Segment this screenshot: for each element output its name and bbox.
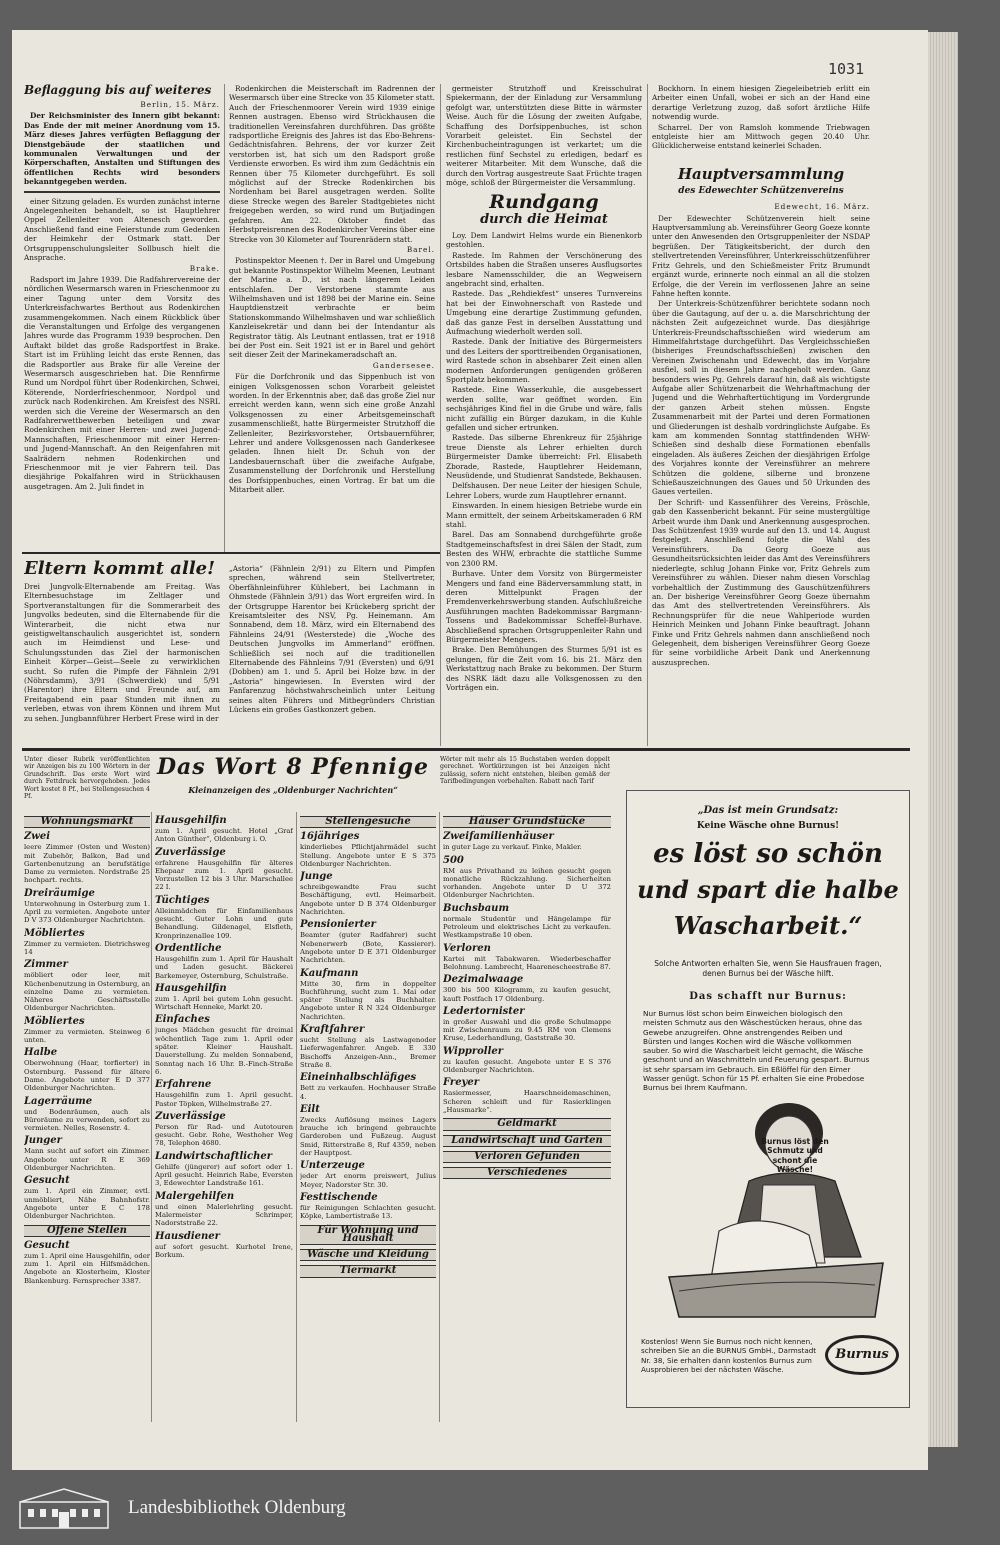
classified-ad <box>24 928 150 957</box>
classified-keyword: Tüchtiges <box>155 894 210 906</box>
classified-text: 300 bis 500 Kilogramm, zu kaufen gesucht, kauft Postfach 17 Oldenburg. <box>443 986 611 1003</box>
column-2 <box>229 84 435 552</box>
classified-ad <box>155 1111 293 1148</box>
column-divider <box>296 812 297 1422</box>
classified-keyword: Erfahrene <box>155 1079 212 1091</box>
classified-keyword: Landwirtschaftlicher <box>155 1150 273 1162</box>
classified-text: zum 1. April eine Hausgehilfin, oder zum 1. April ein Hilfsmädchen. Angebote an Klosterheim, Kloster Blankenburg. Fernsprecher 3387. <box>24 1251 150 1285</box>
column-3 <box>446 84 642 746</box>
classified-text: Mitte 30, firm in doppelter Buchführung, sucht zum 1. Mai oder später Stellung als Buchhalter. Angebote unter R N 324 Oldenburger Nachrichten. <box>300 979 436 1021</box>
classified-text: Beamter (guter Radfahrer) sucht Nebenerwerb (Bote, Kassierer). Angebote unter D E 371 Oldenburger Nachrichten. <box>300 931 436 965</box>
news-item: Rastede. Eine Wasserkuhle, die ausgebessert werden sollte, war geöffnet worden. Ein sechsjähriges Kind fiel in die Grube und wäre, falls nicht zufällig ein Bürger dazukam, in die Kuhle gefallen und sicher ertrunken. <box>446 385 642 432</box>
classified-ad <box>443 831 611 851</box>
classified-keyword: Zwei <box>24 831 51 843</box>
classified-ad <box>155 1079 293 1108</box>
section-landwirtschaft: Landwirtschaft und Garten <box>443 1135 611 1147</box>
classified-keyword: Unterzeuge <box>300 1160 365 1172</box>
section-rule <box>24 191 220 193</box>
classified-ad <box>155 847 293 892</box>
article-paragraph: einer Sitzung geladen. Es wurden zunächst interne Angelegenheiten behandelt, so ist Hauptlehrer Oppel Zellenleiter von Altenesch geworden. Anschließend fand eine Feierstunde zum Gedenken der Heimkehr der Ostmark statt. Der Ortsgruppenschulungsleiter Sollbusch hielt die Ansprache. <box>24 196 220 263</box>
classified-ad <box>300 1160 436 1189</box>
news-item: Brake. Den Bemühungen des Sturmes 5/91 ist es gelungen, für die Zeit vom 16. bis 21. März den Werkstattzug nach Brake zu bekommen. Der Sturm des NSRK lädt dazu alle Volksgenossen zu den Vorträgen ein. <box>446 645 642 692</box>
classified-text: RM aus Privathand zu leihen gesucht gegen monatliche Rückzahlung. Sicherheiten vorhanden. Angebote unter D U 372 Oldenburger Nachrichten. <box>443 866 611 900</box>
classified-keyword: Buchsbaum <box>443 902 510 914</box>
news-item: Loy. Dem Landwirt Helms wurde ein Bienenkorb gestohlen. <box>446 230 642 250</box>
classified-ad <box>155 1014 293 1076</box>
ad-quote-2: Keine Wäsche ohne Burnus! <box>696 821 840 831</box>
classified-text: jeder Art enorm preiswert, Julius Meyer, Nadorster Str. 30. <box>300 1172 436 1189</box>
classified-text: Hausgehilfin zum 1. April gesucht. Pastor Töpken, Wilhelmstraße 27. <box>155 1091 293 1108</box>
classified-ad <box>443 943 611 972</box>
headline-rundgang: Rundgang <box>489 191 599 214</box>
dateline-edewecht: Edewecht, 16. März. <box>774 202 870 212</box>
section-rule <box>22 748 910 751</box>
classified-ad <box>300 831 436 868</box>
classified-text: in guter Lage zu verkauf. Finke, Makler. <box>443 843 582 852</box>
classified-keyword: 16jähriges <box>300 831 360 843</box>
classified-text: Kartei mit Tabakwaren. Wiederbeschaffer Belohnung. Lambrecht, Haarenescheestraße 87. <box>443 954 611 971</box>
news-item: Burhave. Unter dem Vorsitz von Bürgermeister Mengers und fand eine Bäderversammlung statt, in deren Mittelpunkt Fragen der Fremdenverkehrswerbung standen. Aufschlußreiche Ausführungen machten Badekommissar Bargmann-Tossens und Badekommissar Scheffel-Burhave. Abschließend sprachen Ortsgruppenleiter Rahn und Bürgermeister Mengers. <box>446 569 642 644</box>
headline-hauptversammlung: Hauptversammlung <box>677 164 845 183</box>
classified-text: junges Mädchen gesucht für dreimal wöchentlich Tage zum 1. April oder später. Kleiner Haushalt. Dauerstellung. Zu melden Sonnabend, Sonntag nach 16 Uhr. B.-Finch-Straße 6. <box>155 1026 293 1076</box>
column-divider <box>439 812 440 1422</box>
classified-ad <box>24 1240 150 1285</box>
classifieds-subtitle: Kleinanzeigen des „Oldenburger Nachrichten“ <box>188 785 398 795</box>
classified-text: auf sofort gesucht. Kurhotel Irene, Borkum. <box>155 1242 293 1259</box>
classified-list <box>24 831 150 1220</box>
library-logo-icon <box>14 1486 114 1530</box>
ad-text: Solche Antworten erhalten Sie, wenn Sie Hausfrauen fragen, denen Burnus bei der Wäsche hilft. <box>654 959 882 978</box>
section-wohnungsmarkt: Wohnungsmarkt <box>24 816 150 828</box>
lead-paragraph: Der Reichsminister des Innern gibt bekannt: Das Ende der mit meiner Anordnung vom 15. März dieses Jahres verfügten Beflaggung der Dienstgebäude der staatlichen und kommunalen Verwaltungen und der Körperschaften, Anstalten und Stiftungen des öffentlichen Rechts wird besonders bekanntgegeben werden. <box>24 111 220 187</box>
subheadline-heimat: durch die Heimat <box>480 212 608 228</box>
classified-ad <box>24 888 150 925</box>
classified-text: zum 1. April ein Zimmer, evtl. unmöbliert, Nähe Bahnhofstr. Angebote unter E C 178 Oldenburger Nachrichten. <box>24 1187 150 1221</box>
column-1 <box>24 84 220 640</box>
washerwoman-illustration <box>639 1081 899 1321</box>
ad-speech-bubble: Burnus löst den Schmutz und schont die Wäsche! <box>761 1137 829 1175</box>
burnus-logo <box>825 1335 899 1375</box>
classified-keyword: Pensionierter <box>300 919 376 931</box>
classified-text: zum 1. April gesucht. Hotel „Graf Anton Günther“, Oldenburg i. O. <box>155 827 293 844</box>
classified-ad <box>155 815 293 844</box>
classified-ad <box>300 968 436 1021</box>
classified-text: normale Studentür und Hängelampe für Petroleum und elektrisches Licht zu verkaufen. Westkampstraße 10 oben. <box>443 914 611 940</box>
page-number: 1031 <box>828 60 865 78</box>
news-item: Rastede. Dank der Initiative des Bürgermeisters und des Leiters der sporttreibenden Organisationen, wird Rastede schon in absehbarer Zeit einen allen modernen Anforderungen genügenden größeren Sportplatz bekommen. <box>446 337 642 384</box>
classified-keyword: Hausdiener <box>155 1230 220 1242</box>
section-verloren: Verloren Gefunden <box>443 1151 611 1163</box>
article-paragraph: „Astoria“ (Fähnlein 2/91) zu Eltern und Pimpfen sprechen, während sein Stellvertreter, Oberfähnleinführer Kühlebert, bei Lachmann in Ohmstede (Fähnlein 3/91) das Wort ergreifen wird. In der Ortsgruppe Harentor bei Krückeberg spricht der Kreisamtsleiter des NSV, Pg. Heinemann. Am Sonnabend, dem 18. März, wird ein Elternabend des Fähnleins 24/91 (Westerstede) die „Woche des Deutschen Jungvolks im Ammerland“ eröffnen. Schließlich sei noch auf die traditionellen Elternabende des Fähnleins 7/91 (Eversten) und 6/91 (Dobben) am 1. und 5. April bei Holze bzw. in der „Astoria“ hingewiesen. In Eversten wird der Fanfarenzug höchstwahrscheinlich unter Leitung seines alten Führers und Mitbegründers Christian Lückens ein großes Gastkonzert geben. <box>229 564 435 715</box>
classified-keyword: Einfaches <box>155 1014 210 1026</box>
news-item: Bockhorn. In einem hiesigen Ziegeleibetrieb erlitt ein Arbeiter einen Unfall, wobei er sich an der Hand eine derartige Verletzung zuzog, daß sofort ärztliche Hilfe notwendig wurde. <box>652 84 870 122</box>
column-4 <box>652 84 870 746</box>
classified-text: Zwecks Auflösung meines Lagers brauche ich bringend gebrauchte Garderoben und Fußzeug. August Smid, Ritterstraße 8, Ruf 4359, neben der Hauptpost. <box>300 1115 436 1158</box>
classified-keyword: 500 <box>443 854 464 866</box>
classified-ad <box>155 983 293 1012</box>
classified-keyword: Zuverlässige <box>155 846 226 858</box>
classified-text: in großer Auswahl und die große Schulmappe mit Zwischenraum zu 9.45 RM von Clemens Kruse, Lederhandlung, Gaststraße 30. <box>443 1017 611 1043</box>
subheadline-schuetzenverein: des Edewechter Schützenvereins <box>678 185 844 196</box>
classified-ad <box>443 1077 611 1114</box>
classified-list <box>443 831 611 1114</box>
classified-text: Mann sucht auf sofort ein Zimmer. Angebote unter R E 369 Oldenburger Nachrichten. <box>24 1147 150 1173</box>
section-fuer-wohnung: Für Wohnung und Haushalt <box>300 1225 436 1246</box>
classifieds-intro: Unter dieser Rubrik veröffentlichten wir Anzeigen bis zu 100 Wörtern in der Grundschrift. Das erste Wort wird durch Fettdruck hervorgehoben. Jedes Wort kostet 8 Pf., bei Stellengesuchen 4 Pf. <box>24 756 150 801</box>
section-geldmarkt: Geldmarkt <box>443 1118 611 1130</box>
classified-keyword: Zweifamilienhäuser <box>443 831 554 843</box>
section-tiermarkt: Tiermarkt <box>300 1265 436 1277</box>
classified-keyword: Dezimalwaage <box>443 974 524 986</box>
dateline-berlin: Berlin, 15. März. <box>140 100 220 109</box>
ad-text-heading: Das schafft nur Burnus: <box>689 991 847 1002</box>
classified-keyword: Dreiräumige <box>24 887 95 899</box>
classified-ad <box>24 831 150 884</box>
classified-ad <box>300 871 436 916</box>
classified-text: Unterwohnung in Osterburg zum 1. April zu vermieten. Angebote unter D V 373 Oldenburger Nachrichten. <box>24 899 150 925</box>
classified-ad <box>443 1006 611 1043</box>
classified-text: Bett zu verkaufen. Hochhauser Straße 4. <box>300 1084 436 1101</box>
classified-keyword: Verloren <box>443 942 491 954</box>
article-paragraph: Postinspektor Meenen †. Der in Barel und Umgebung gut bekannte Postinspektor Wilhelm Meenen, Leutnant der Marine a. D., ist nach längerem Leiden entschlafen. Der Verstorbene stammte aus Wilhelmshaven und ist 1898 bei der Marine ein. Seine Hauptdienstzeit verbrachte er beim Stationskommando Wilhelmshaven und war schließlich Kanzleisekretär und dann bei der Intendantur als Registrator tätig. Als Leutnant entlassen, trat er 1918 bei der Post ein. Seit 1921 ist er in Barel und gehört seit dieser Zeit der Marinekameradschaft an. <box>229 256 435 360</box>
classified-keyword: Kaufmann <box>300 967 359 979</box>
classified-text: sucht Stellung als Lastwagenoder Lieferwagenfahrer. Angeb. E 330 Bischoffs Anzeigen-Ann., Bremer Straße 8. <box>300 1036 436 1069</box>
news-item: Rastede. Das „Rehdiekfest“ unseres Turnvereins hat bei der Einwohnerschaft von Rastede und Umgebung eine derartige Zustimmung gefunden, daß das ganze Fest in derselben Ausstattung und Aufmachung wiederholt werden soll. <box>446 289 642 336</box>
ad-slogan-line-1: es löst so schön <box>653 839 883 869</box>
classified-text: leere Zimmer (Osten und Westen) mit Zubehör, Balkon, Bad und Gartenbenutzung an berufstätige Dame zu vermieten. Nordstraße 25 hochpart. rechts. <box>24 843 150 885</box>
classified-ad <box>155 1191 293 1228</box>
article-paragraph: Rodenkirchen die Meisterschaft im Radrennen der Wesermarsch über eine Strecke von 35 Kilometer statt. Auch der Frieschenmoorer Verein wird 1939 einige Rennen austragen. Ebenso wird Strückhausen die traditionellen Vereinsfahren durchführen. Das größte radsportliche Ereignis des Jahres ist das Ebo-Behrens-Gedächtnisfahren. Behrens, der vor kurzer Zeit verstorben ist, hat sich um den Radsport große Verdienste erworben. Es wird ihm zum Gedächtnis ein Rennen über 75 Kilometer durchgeführt. Es soll möglichst auf der Strecke Rodenkirchen bis Nordenham bei Barel ausgetragen werden. Sollte diese Strecke wegen des Bareler Stadtgebietes nicht freigegeben werden, so wird rund um Butjadingen gefahren. Am 22. Oktober findet das Herbstpreisrennen des Rodenkircher Vereins über eine Strecke von 30 Kilometer auf Tourenrädern statt. <box>229 84 435 244</box>
dateline-ganderkesee: Gandersesee. <box>372 360 435 370</box>
classified-text: möbliert oder leer, mit Küchenbenutzung in Osternburg, an einzelne Dame zu vermieten. Näheres Geschäftsstelle Oldenburger Nachrichten. <box>24 971 150 1013</box>
classified-text: Oberwohnung (Haar, torfierter) in Osternburg. Passend für ältere Dame. Angebote unter E D 377 Oldenburger Nachrichten. <box>24 1059 150 1093</box>
classified-keyword: Kraftfahrer <box>300 1024 365 1036</box>
news-item: Delfshausen. Der neue Leiter der hiesigen Schule, Lehrer Lobers, wurde zum Hauptlehrer ernannt. <box>446 481 642 500</box>
classified-ad <box>300 1024 436 1069</box>
burnus-logo-text: Burnus <box>835 1347 889 1362</box>
ad-footer-text: Kostenlos! Wenn Sie Burnus noch nicht kennen, schreiben Sie an die BURNUS GmbH., Darmstadt Nr. 38, Sie erhalten dann kostenlos Burnus zum Ausprobieren bei der nächsten Wäsche. <box>641 1337 817 1374</box>
ad-slogan-line-2: und spart die halbe <box>637 875 899 904</box>
classified-keyword: Wipproller <box>443 1045 504 1057</box>
article-paragraph: Der Unterkreis-Schützenführer berichtete sodann noch über die Gautagung, auf der u. a. die Marschrichtung der nächsten Zeit aufgezeichnet wurde. Das diesjährige Unterkreis-Freundschaftsschießen wird wiederum am Himmelfahrtstage durchgeführt. Das Vergleichsschießen (bisheriges Freundschaftsschießen) zwischen den Vereinen Zwischenahn und Edewecht, das im Vorjahre ausfiel, soll in diesem Jahre nachgeholt werden. Ganz besonders wies Pg. Gehrels darauf hin, daß als wichtigste Aufgabe aller Schützenarbeit die Wehrhaftmachung der Jugend und die Wehrhaftertüchtigung im Vordergrunde der ganzen Arbeit stehen müssen. Engste Zusammenarbeit mit der Partei und deren Formationen und Gliederungen ist deshalb vordringlichste Aufgabe. Es kam am kommenden Sonntag stattfindenden WHW-Schießen sind deshalb diese Formationen ebenfalls eingeladen. Als äußeres Zeichen der diesjährigen Erfolge des Vorjahres konnte der Vereinsführer an mehrere Schützen die goldene, silberne und bronzene Schießauszeichnungen des Gaues und 50 Urkunden des Gaues verteilen. <box>652 299 870 497</box>
classified-text: Hausgehilfin zum 1. April für Haushalt und Laden gesucht. Bäckerei Barkemeyer, Osternburg, Schulstraße. <box>155 954 293 980</box>
classified-text: kinderliebes Pflichtjahrmädel sucht Stellung. Angebote unter E S 375 Oldenburger Nachrichten. <box>300 843 436 868</box>
eltern-article-left <box>24 558 220 744</box>
classified-keyword: Malergehilfen <box>155 1190 235 1202</box>
news-item: Barel. Das am Sonnabend durchgeführte große Stadtgemeinschaftsfest in drei Sälen der Stadt, zum Besten des WHW, erbrachte die stattliche Summe von 2300 RM. <box>446 530 642 568</box>
news-item: Rastede. Im Rahmen der Verschönerung des Ortsbildes haben die Straßen unseres Ausflugsortes lesbare Namensschilder, die an Wegweisern angebracht sind, erhalten. <box>446 250 642 288</box>
ad-body: Nur Burnus löst schon beim Einweichen biologisch den meisten Schmutz aus den Wäschestücken heraus, ohne das Gewebe anzugreifen. Ohne anstrengendes Reiben und Bürsten und langes Kochen wird die Wäsche vollkommen sauber. So wird die Wascharbeit leicht gemacht, die Wäsche geschont und an Waschmitteln und Feuerung gespart. Burnus ist sehr sparsam im Gebrauch. Ein Eßlöffel für den Eimer Wasser genügt. Schon für 15 Pf. erhalten Sie eine Probedose Burnus bei Ihrem Kaufmann. <box>643 1009 870 1093</box>
headline-beflaggung: Beflaggung bis auf weiteres <box>24 84 212 97</box>
classified-keyword: Ordentliche <box>155 942 222 954</box>
classified-ad <box>24 1016 150 1045</box>
classified-text: und Bodenräumen, auch als Büroräume zu verwenden, sofort zu vermieten. Nelles, Rosenstr. 4. <box>24 1107 150 1133</box>
classified-keyword: Gesucht <box>24 1239 70 1251</box>
classified-ad <box>443 855 611 900</box>
classified-ad <box>155 1231 293 1260</box>
classified-ad <box>300 1104 436 1157</box>
headline-eltern: Eltern kommt alle! <box>24 558 216 579</box>
section-rule <box>22 552 440 554</box>
classified-ad <box>155 943 293 980</box>
classified-keyword: Freyer <box>443 1077 479 1089</box>
classified-ad <box>155 1151 293 1188</box>
dateline-brake: Brake. <box>189 263 220 273</box>
classified-keyword: Möbliertes <box>24 1015 85 1027</box>
classifieds-title: Das Wort 8 Pfennige <box>156 754 430 780</box>
classified-list <box>300 831 436 1220</box>
classified-keyword: Lagerräume <box>24 1095 93 1107</box>
classified-ad <box>24 1096 150 1133</box>
classified-ad <box>24 959 150 1012</box>
classified-text: Rasiermesser, Haarschneidemaschinen, Scheren schleift und für Rasierklingen „Hausmarke“. <box>443 1089 611 1114</box>
article-paragraph: germeister Strutzhoff und Kreisschulrat Spiekermann, der der Einladung zur Versammlung gefolgt war, unterstützten diese Bitte in wärmster Weise. Auch für die Lösung der zweiten Aufgabe, Schaffung des Dorfsippenbuches, ist schon Vorarbeit geleistet. Ein Sechstel der Kirchenbucheintragungen ist verkartet; um die restlichen fünf Sechstel zu erledigen, bedarf es weiterer Mitarbeiter. Mit dem Wunsche, daß die durch den Vortrag ausgestreute Saat Früchte tragen möge, schloß der Bürgermeister die Versammlung. <box>446 84 642 188</box>
classified-text: zum 1. April bei gutem Lohn gesucht. Wirtschaft Henneke, Markt 20. <box>155 994 293 1012</box>
classified-keyword: Festtischende <box>300 1191 378 1203</box>
section-verschiedenes: Verschiedenes <box>443 1167 611 1179</box>
library-name: Landesbibliothek Oldenburg <box>128 1497 346 1518</box>
classified-text: schreibgewandte Frau sucht Beschäftigung, evtl. Heimarbeit. Angebote unter D B 374 Oldenburger Nachrichten. <box>300 883 436 917</box>
classified-ad <box>300 919 436 964</box>
classified-keyword: Hausgehilfin <box>155 982 227 994</box>
column-divider <box>647 84 648 746</box>
classified-ad <box>443 1046 611 1075</box>
classified-text: Person für Rad- und Autotouren gesucht. Gebr. Rohe, Westhoher Weg 78, Telephon 4680. <box>155 1122 293 1148</box>
column-divider <box>224 84 225 552</box>
classified-ad <box>300 1072 436 1101</box>
news-item: Einswarden. In einem hiesigen Betriebe wurde ein Mann ermittelt, der seinem Arbeitskameraden 6 RM stahl. <box>446 501 642 530</box>
classified-text: Zimmer zu vermieten. Steinweg 6 unten. <box>24 1027 150 1045</box>
classified-keyword: Hausgehilfin <box>155 815 227 826</box>
classified-keyword: Zuverlässige <box>155 1110 226 1122</box>
classified-column-1 <box>24 812 150 1422</box>
classified-text: Gehilfe (jüngerer) auf sofort oder 1. April gesucht. Heinrich Rabe, Eversten 3, Edewechter Landstraße 161. <box>155 1162 293 1188</box>
ad-slogan-line-3: Wascharbeit.“ <box>673 911 863 940</box>
classified-ad <box>155 895 293 940</box>
ad-quote: „Das ist mein Grundsatz: <box>697 805 839 816</box>
classified-keyword: Eilt <box>300 1103 320 1115</box>
classified-text: und einen Malerlehrling gesucht. Malermeister Schrimper, Nadorststraße 22. <box>155 1202 293 1228</box>
classified-column-4 <box>443 812 611 1422</box>
article-paragraph: Radsport im Jahre 1939. Die Radfahrervereine der nördlichen Wesermarsch waren in Frieschenmoor zu einer Tagung unter dem Vorsitz des Unterkreisfachwartes Berthout aus Rodenkirchen zusammengekommen. Nach einem Rückblick über die Veranstaltungen und Erfolge des vergangenen Jahres wurde das Programm 1939 besprochen. Den Auftakt bildet das große Radsportfest in Brake. Start ist im Frühling leicht das erste Rennen, das die Radsportler aus Brake für alle Vereine der Wesermarsch ausgeschrieben hat. Die Rennfirme Rund um Nordpol führt über Rodenkirchen, Schwei, Köterende, Norderfrieschenmoor, Nordpol und zurück nach Rodenkirchen. Am Kreisfest des NSRL werden sich die Vereine der Wesermarsch an den Radfahrerwettbewerben beteiligen und zwar Rodenkirchen mit einer Herren- und zwei Jugend-Mannschaften, Frieschenmoor mit einer Herren- und Jugend-Mannschaft. An den Reigenfahren mit Saalrädern nehmen Rodenkirchen und Frieschenmoor mit je vier Fahrern teil. Das diesjährige Pokalfahren wird in Strückhausen ausgetragen. Am 2. Juli findet in <box>24 274 220 491</box>
section-offene-stellen: Offene Stellen <box>24 1225 150 1237</box>
classified-ad <box>443 903 611 940</box>
classified-list <box>155 815 293 1259</box>
classified-ad <box>24 1047 150 1092</box>
classified-ad <box>24 1175 150 1220</box>
classified-keyword: Eineinhalbschläfiges <box>300 1072 417 1084</box>
classified-text: erfahrene Hausgehilfin für älteres Ehepaar zum 1. April gesucht. Vorzustellen 12 bis 3 Uhr. Marschallee 22 I. <box>155 858 293 892</box>
news-item: Scharrel. Der von Ramsloh kommende Triebwagen entgleiste hier am Mittwoch gegen 20.40 Uhr. Glücklicherweise entstand keinerlei Schaden. <box>652 122 870 151</box>
classified-column-2 <box>155 812 293 1422</box>
classified-keyword: Halbe <box>24 1047 58 1059</box>
dateline-barel: Barel. <box>406 244 435 254</box>
classified-ad <box>443 974 611 1003</box>
burnus-advertisement <box>626 790 910 1408</box>
classified-keyword: Junge <box>300 871 333 883</box>
classified-ad <box>24 1135 150 1172</box>
section-stellengesuche: Stellengesuche <box>300 816 436 828</box>
news-item: Rastede. Das silberne Ehrenkreuz für 25jährige treue Dienste als Lehrer erhielten durch Bürgermeister Damke überreicht: Frl. Elisabeth Zborade, Rastede, Hauptlehrer Heidemann, Neusüdende, und Studienrat Sandstede, Bekhausen. <box>446 433 642 481</box>
classified-keyword: Zimmer <box>24 959 68 971</box>
article-paragraph: Für die Dorfchronik und das Sippenbuch ist von einigen Volksgenossen schon Vorarbeit geleistet worden. In der Erkenntnis aber, daß das große Ziel nur erreicht werden kann, wenn sich eine große Anzahl Volksgenossen zu einer Arbeitsgemeinschaft zusammenschließt, hatte Bürgermeister Strutzhoff die Zellenleiter, Bezirksvorsteher, Ortsbauernführer, Lehrer und andere Volksgenossen nach Ganderkesee geladen. Ihnen hielt Dr. Schuh von der Landesbauernschaft über die zweifache Aufgabe, Zusammenstellung der Dorfchronik und Herstellung des Dorfsippenbuches, einen Vortrag. Er bat um die Mitarbeit aller. <box>229 372 435 495</box>
classified-keyword: Möbliertes <box>24 927 85 939</box>
article-paragraph: Drei Jungvolk-Elternabende am Freitag. Was Elternbesuchstage im Zeltlager und Sportveranstaltungen für die Sommerarbeit des Jungvolks bedeuten, sind die Elternabende für die Winterarbeit, die nicht etwa nur geistigweltanschaulich ausgerichtet ist, sondern auch im Heimdienst und Lese- und Schulungsstunden das Ziel der harmonischen Einheit Körper—Geist—Seele zu verwirklichen sucht. So rufen die Pimpfe der Fähnlein 2/91 (Nöhrsdamm), 3/91 (Schwerdiek) und 5/91 (Harentor) ihre Eltern und Freunde auf, am Freitagabend ein paar Stunden mit ihnen zu verleben, etwas von ihrem Können und ihrem Mut zu sehen. Jungbannführer Herbert Frese wird in der <box>24 582 220 723</box>
classified-keyword: Gesucht <box>24 1175 70 1187</box>
classified-text: für Reinigungen Schlachten gesucht. Köpke, Lambertistraße 13. <box>300 1203 436 1221</box>
classified-list <box>24 1240 150 1285</box>
article-paragraph: Der Schrift- und Kassenführer des Vereins, Fröschle, gab den Kassenbericht bekannt. Für seine mustergültige Arbeit wurde ihm Dank und Anerkennung ausgesprochen. Das Schützenfest 1939 wurde auf den 13. und 14. August festgelegt. Anschließend folgte die Wahl des Vereinsführers. Da Georg Goeze aus Gesundheitsrücksichten leider das Amt des Vereinsführers niederlegte, schlug Johann Finke vor, Fritz Gehrels zum Vereinsführer zu wählen. Dieser nahm diesen Vorschlag vorbehaltlich der Zustimmung des Gauschützenführers an. Der bisherige Vereinsführer Georg Goeze übernahm das Amt des stellvertretenden Vereinsführers. Als Rechnungsprüfer für die neue Wahlperiode wurden Heinrich Meinken und Johann Finke beauftragt. Johann Finke und Fritz Gehrels nahmen dann anschließend noch Gelegenheit, dem bisherigen Vereinsführer Georg Goeze für seine vorbildliche Arbeit Dank und Anerkennung auszusprechen. <box>652 497 870 667</box>
column-divider <box>151 812 152 1422</box>
classified-text: Alleinmädchen für Einfamilienhaus gesucht. Guter Lohn und gute Behandlung. Gildenagel, Elsfleth, Kronprinzenallee 109. <box>155 906 293 940</box>
article-paragraph: Der Edewechter Schützenverein hielt seine Hauptversammlung ab. Vereinsführer Georg Goeze konnte unter den Anwesenden den Ortsgruppenleiter der NSDAP begrüßen. Der Tätigkeitsbericht, der durch den stellvertretenden Vereinsführer, Unterkreisschützenführer Fritz Gehrels, und den Schießmeister Fritz Brumundt ergänzt wurde, erinnerte noch einmal an all die stolzen Erfolge, die der Verein im verflossenen Jahre an seine Fahne heften konnte. <box>652 213 870 298</box>
classified-text: zu kaufen gesucht. Angebote unter E S 376 Oldenburger Nachrichten. <box>443 1057 611 1075</box>
classified-keyword: Junger <box>24 1135 62 1147</box>
classified-ad <box>300 1192 436 1221</box>
classifieds-right-intro: Wörter mit mehr als 15 Buchstaben werden doppelt gerechnet. Wortkürzungen ist bei Anzeigen nicht zulässig, sofern nicht entstehen, bleiben gemäß der Tarifbedingungen vorbehalten. Rabatt nach Tarif <box>440 756 610 786</box>
section-haeuser: Häuser Grundstücke <box>443 816 611 828</box>
column-divider <box>440 84 441 746</box>
page-stack-edge <box>928 32 958 1447</box>
eltern-article-right <box>229 564 435 744</box>
classified-keyword: Ledertornister <box>443 1005 525 1017</box>
classified-text: Zimmer zu vermieten. Dietrichsweg 14 <box>24 939 150 956</box>
section-waesche: Wäsche und Kleidung <box>300 1249 436 1261</box>
classified-column-3 <box>300 812 436 1422</box>
